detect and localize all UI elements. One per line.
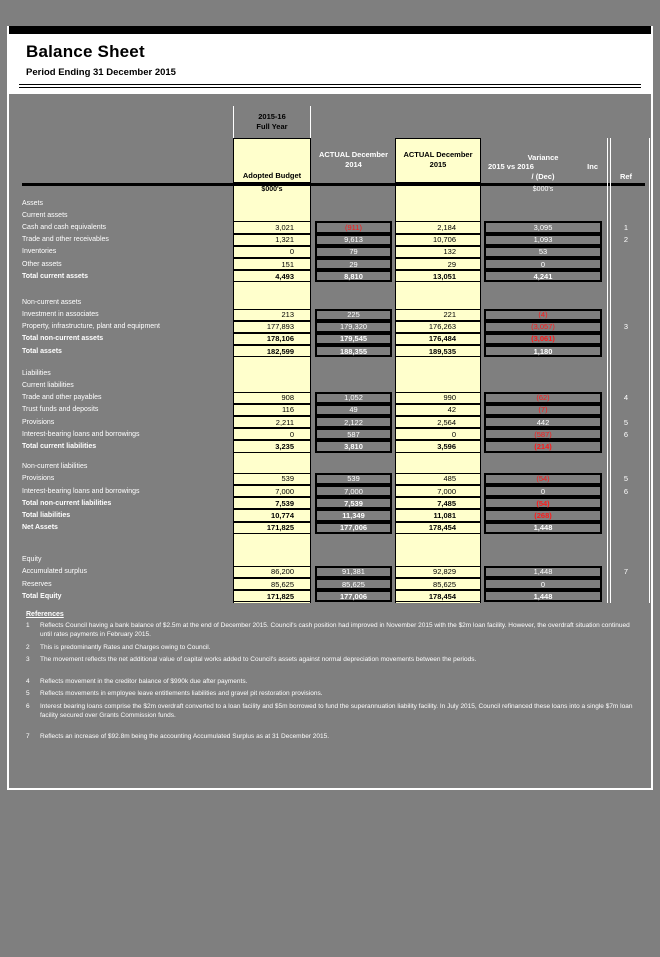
cell-adopted-budget: 0: [233, 428, 311, 440]
units-variance: $000's: [532, 186, 554, 193]
cell-variance: (3,057): [484, 321, 602, 333]
cell-adopted-budget: 171,825: [233, 590, 311, 602]
cell-actual-2014: [315, 357, 392, 367]
cell-actual-2015: 132: [395, 246, 481, 258]
cell-ref: [607, 554, 645, 566]
cell-ref: [607, 379, 645, 391]
cell-variance: (214): [484, 440, 602, 452]
table-row: [22, 209, 645, 221]
cell-actual-2015: 2,184: [395, 221, 481, 233]
reference-text: Interest bearing loans comprise the $2m overdraft converted to a loan facility and $5m borrowed to fund the superannuation liability facility. In July 2015, Council refinanced these loans into a single $7m loan facility secured over Grants Commission funds.: [40, 702, 633, 719]
cell-actual-2014: 79: [315, 246, 392, 258]
cell-actual-2014: [315, 534, 392, 554]
page-subtitle: Period Ending 31 December 2015: [26, 67, 176, 78]
cell-ref: [607, 333, 645, 345]
cell-variance: (268): [484, 509, 602, 521]
cell-adopted-budget: 7,539: [233, 497, 311, 509]
table-row: [22, 509, 645, 521]
table-row: [22, 554, 645, 566]
cell-variance: 53: [484, 246, 602, 258]
cell-actual-2015: 189,535: [395, 345, 481, 357]
cell-actual-2014: 177,006: [315, 522, 392, 534]
header-actual-2014: [315, 138, 392, 183]
cell-variance: (4): [484, 309, 602, 321]
table-row: [22, 416, 645, 428]
references-section: [26, 611, 638, 745]
units-adopted-budget: $000's: [233, 186, 311, 197]
cell-row-label: Inventories: [22, 248, 57, 256]
reference-number: 2: [26, 643, 30, 651]
table-row: [22, 392, 645, 404]
cell-row-label: [22, 282, 233, 296]
cell-variance: 1,180: [484, 345, 602, 357]
header-variance-years: 2015 vs 2016: [488, 162, 534, 172]
cell-actual-2014: 8,810: [315, 270, 392, 282]
cell-adopted-budget: 213: [233, 309, 311, 321]
cell-variance: 442: [484, 416, 602, 428]
cell-ref: 3: [623, 322, 629, 332]
table-row: [22, 258, 645, 270]
table-row: [22, 578, 645, 590]
cell-ref: 7: [623, 567, 629, 577]
cell-actual-2015: 13,051: [395, 270, 481, 282]
cell-adopted-budget: 85,625: [233, 578, 311, 590]
cell-adopted-budget: 171,825: [233, 522, 311, 534]
header-label-spacer: [22, 138, 233, 183]
units-row: [22, 186, 645, 197]
cell-actual-2015: 85,625: [395, 578, 481, 590]
cell-adopted-budget: [233, 461, 311, 473]
references-list: [26, 621, 638, 742]
cell-row-label: Liabilities: [22, 369, 51, 377]
cell-actual-2014: 587: [315, 428, 392, 440]
cell-row-label: Interest-bearing loans and borrowings: [22, 430, 140, 438]
table-row: [22, 534, 645, 554]
cell-variance: 0: [484, 578, 602, 590]
cell-variance: [484, 379, 602, 391]
references-heading: References: [26, 611, 64, 618]
cell-variance: [484, 367, 602, 379]
cell-ref: [607, 497, 645, 509]
cell-actual-2015: 7,000: [395, 485, 481, 497]
cell-row-label: Total non-current liabilities: [22, 499, 112, 507]
table-row: [22, 345, 645, 357]
cell-ref: [607, 258, 645, 270]
cell-variance: 0: [484, 258, 602, 270]
reference-item: [26, 702, 638, 721]
cell-row-label: Non-current assets: [22, 298, 82, 306]
cell-row-label: Total non-current assets: [22, 335, 104, 343]
ref-column-separator-left2: [610, 138, 611, 603]
cell-actual-2014: 29: [315, 258, 392, 270]
cell-actual-2015: 176,263: [395, 321, 481, 333]
reference-item: [26, 621, 638, 640]
cell-variance: 0: [484, 485, 602, 497]
cell-ref: 6: [623, 486, 629, 496]
table-row: [22, 221, 645, 233]
reference-number: 7: [26, 733, 30, 741]
cell-actual-2015: [395, 357, 481, 367]
cell-variance: [484, 296, 602, 308]
cell-row-label: Non-current liabilities: [22, 463, 88, 471]
table-row: [22, 367, 645, 379]
cell-variance: 1,448: [484, 566, 602, 578]
cell-actual-2014: 188,355: [315, 345, 392, 357]
cell-row-label: Trade and other receivables: [22, 236, 109, 244]
cell-actual-2015: 7,485: [395, 497, 481, 509]
cell-variance: 4,241: [484, 270, 602, 282]
reference-number: 3: [26, 656, 30, 664]
reference-text: Reflects Council having a bank balance of $2.5m at the end of December 2015. Council's cash position had improved in November 2015 with the $2m loan facility. However, the overdraft situation continued until rates payments in February 2015.: [40, 622, 630, 639]
cell-row-label: Trade and other payables: [22, 394, 102, 402]
reference-text: Reflects movements in employee leave entitlements liabilities and gravel pit restoration provisions.: [40, 690, 323, 698]
page-top-bar: [9, 26, 651, 34]
cell-row-label: Reserves: [22, 580, 52, 588]
table-row: [22, 453, 645, 461]
cell-variance: (54): [484, 497, 602, 509]
cell-adopted-budget: [233, 197, 311, 209]
cell-ref: 5: [623, 474, 629, 484]
cell-actual-2014: 3,810: [315, 440, 392, 452]
table-row: [22, 333, 645, 345]
balance-sheet-table: [22, 197, 645, 602]
table-row: [22, 197, 645, 209]
cell-actual-2015: [395, 534, 481, 554]
page-title: Balance Sheet: [26, 42, 145, 61]
cell-adopted-budget: [233, 379, 311, 391]
reference-text: Reflects movement in the creditor balance of $990k due after payments.: [40, 677, 248, 685]
cell-adopted-budget: [233, 357, 311, 367]
cell-variance: [484, 453, 602, 461]
cell-row-label: Total Equity: [22, 592, 62, 600]
table-row: [22, 234, 645, 246]
cell-actual-2014: [315, 197, 392, 209]
cell-variance: [484, 282, 602, 296]
cell-actual-2015: 2,564: [395, 416, 481, 428]
cell-adopted-budget: 151: [233, 258, 311, 270]
cell-row-label: [22, 453, 233, 461]
cell-ref: [607, 534, 645, 554]
cell-actual-2014: 225: [315, 309, 392, 321]
cell-actual-2015: [395, 453, 481, 461]
cell-row-label: Total current liabilities: [22, 442, 97, 450]
cell-actual-2014: 91,381: [315, 566, 392, 578]
cell-variance: [484, 554, 602, 566]
cell-ref: 5: [623, 417, 629, 427]
cell-ref: [607, 209, 645, 221]
cell-row-label: Provisions: [22, 475, 55, 483]
cell-adopted-budget: 116: [233, 404, 311, 416]
cell-actual-2015: 176,484: [395, 333, 481, 345]
cell-adopted-budget: [233, 296, 311, 308]
cell-actual-2015: 10,706: [395, 234, 481, 246]
cell-adopted-budget: [233, 534, 311, 554]
header-variance-line2: [484, 162, 602, 171]
cell-actual-2015: 178,454: [395, 590, 481, 602]
reference-item: [26, 732, 638, 741]
table-row: [22, 590, 645, 602]
cell-actual-2014: [315, 296, 392, 308]
cell-actual-2015: 11,081: [395, 509, 481, 521]
cell-actual-2015: 178,454: [395, 522, 481, 534]
cell-variance: (587): [484, 428, 602, 440]
cell-adopted-budget: 539: [233, 473, 311, 485]
cell-actual-2014: 85,625: [315, 578, 392, 590]
cell-actual-2014: 1,052: [315, 392, 392, 404]
cell-actual-2014: [315, 453, 392, 461]
reference-text: This is predominantly Rates and Charges owing to Council.: [40, 643, 211, 651]
cell-variance: 3,095: [484, 221, 602, 233]
cell-adopted-budget: [233, 367, 311, 379]
cell-actual-2015: [395, 197, 481, 209]
cell-actual-2015: [395, 282, 481, 296]
cell-adopted-budget: 908: [233, 392, 311, 404]
table-row: [22, 404, 645, 416]
reference-item: [26, 677, 638, 686]
reference-number: 5: [26, 690, 30, 698]
cell-row-label: Current liabilities: [22, 382, 74, 390]
reference-number: 6: [26, 702, 30, 710]
reference-item: [26, 643, 638, 652]
cell-adopted-budget: [233, 554, 311, 566]
reference-item: [26, 689, 638, 698]
table-row: [22, 296, 645, 308]
cell-variance: [484, 534, 602, 554]
cell-ref: [607, 404, 645, 416]
report-page: [7, 26, 653, 790]
ref-column-separator-left: [607, 138, 608, 603]
ref-column-separator-right: [649, 138, 650, 603]
cell-row-label: Total liabilities: [22, 511, 71, 519]
table-row: [22, 357, 645, 367]
cell-variance: 1,093: [484, 234, 602, 246]
cell-adopted-budget: 7,000: [233, 485, 311, 497]
cell-actual-2014: 49: [315, 404, 392, 416]
cell-adopted-budget: 0: [233, 246, 311, 258]
cell-actual-2014: 179,320: [315, 321, 392, 333]
cell-adopted-budget: [233, 209, 311, 221]
cell-ref: [607, 282, 645, 296]
cell-row-label: Cash and cash equivalents: [22, 223, 107, 231]
cell-ref: 6: [623, 429, 629, 439]
cell-ref: [607, 578, 645, 590]
cell-variance: [484, 197, 602, 209]
cell-row-label: Accumulated surplus: [22, 568, 87, 576]
cell-row-label: Interest-bearing loans and borrowings: [22, 487, 140, 495]
cell-row-label: Property, infrastructure, plant and equipment: [22, 323, 161, 331]
full-year-header-cell: [233, 106, 311, 138]
cell-actual-2014: 2,122: [315, 416, 392, 428]
cell-ref: [607, 590, 645, 602]
cell-actual-2014: (911): [315, 221, 392, 233]
cell-actual-2015: 92,829: [395, 566, 481, 578]
cell-actual-2014: [315, 461, 392, 473]
cell-actual-2015: [395, 554, 481, 566]
table-row: [22, 440, 645, 452]
reference-number: 4: [26, 677, 30, 685]
cell-actual-2014: [315, 209, 392, 221]
table-header-row: [22, 138, 645, 183]
cell-row-label: Other assets: [22, 260, 62, 268]
cell-actual-2014: 11,349: [315, 509, 392, 521]
cell-actual-2015: 3,596: [395, 440, 481, 452]
cell-row-label: Equity: [22, 556, 42, 564]
table-row: [22, 566, 645, 578]
cell-actual-2015: 221: [395, 309, 481, 321]
cell-adopted-budget: [233, 453, 311, 461]
header-actual-2015: [395, 138, 481, 183]
header-variance-inc: Inc: [587, 162, 598, 172]
cell-ref: [607, 453, 645, 461]
header-actual-2014-line2: 2014: [345, 159, 362, 169]
cell-adopted-budget: 10,774: [233, 509, 311, 521]
cell-actual-2014: 177,006: [315, 590, 392, 602]
cell-row-label: Trust funds and deposits: [22, 406, 99, 414]
cell-actual-2014: 7,539: [315, 497, 392, 509]
full-year-line2: Full Year: [256, 122, 288, 131]
cell-adopted-budget: 86,200: [233, 566, 311, 578]
cell-row-label: Investment in associates: [22, 311, 99, 319]
title-divider: [19, 84, 641, 88]
cell-actual-2015: 42: [395, 404, 481, 416]
cell-actual-2015: 29: [395, 258, 481, 270]
header-variance-dec: / (Dec): [531, 171, 555, 181]
cell-adopted-budget: 3,021: [233, 221, 311, 233]
cell-ref: [607, 197, 645, 209]
table-row: [22, 473, 645, 485]
cell-actual-2015: [395, 209, 481, 221]
table-row: [22, 321, 645, 333]
header-actual-2015-line2: 2015: [429, 159, 447, 169]
cell-adopted-budget: 2,211: [233, 416, 311, 428]
cell-adopted-budget: 3,235: [233, 440, 311, 452]
header-ref-label: Ref: [619, 171, 633, 181]
cell-variance: 1,448: [484, 522, 602, 534]
cell-ref: [607, 461, 645, 473]
cell-actual-2014: 539: [315, 473, 392, 485]
cell-actual-2015: [395, 461, 481, 473]
cell-variance: (7): [484, 404, 602, 416]
reference-item: [26, 655, 638, 664]
cell-variance: (54): [484, 473, 602, 485]
reference-number: 1: [26, 622, 30, 629]
table-row: [22, 246, 645, 258]
cell-actual-2015: 0: [395, 428, 481, 440]
cell-ref: [607, 522, 645, 534]
cell-actual-2014: [315, 554, 392, 566]
cell-actual-2014: [315, 379, 392, 391]
cell-actual-2014: 179,545: [315, 333, 392, 345]
cell-ref: 4: [623, 393, 629, 403]
cell-ref: [607, 357, 645, 367]
cell-row-label: Provisions: [22, 418, 55, 426]
cell-row-label: Assets: [22, 199, 44, 207]
table-row: [22, 522, 645, 534]
cell-ref: [607, 296, 645, 308]
table-row: [22, 461, 645, 473]
cell-actual-2014: 9,613: [315, 234, 392, 246]
cell-actual-2014: [315, 282, 392, 296]
cell-row-label: Net Assets: [22, 524, 58, 532]
cell-actual-2014: 7,000: [315, 485, 392, 497]
cell-row-label: [22, 357, 233, 367]
table-row: [22, 428, 645, 440]
table-row: [22, 379, 645, 391]
table-row: [22, 270, 645, 282]
cell-row-label: Total assets: [22, 347, 62, 355]
reference-text: Reflects an increase of $92.8m being the accounting Accumulated Surplus as at 31 December 2015.: [40, 733, 330, 741]
table-row: [22, 309, 645, 321]
header-variance-line1: Variance: [527, 152, 559, 162]
cell-adopted-budget: 182,599: [233, 345, 311, 357]
cell-variance: 1,448: [484, 590, 602, 602]
cell-actual-2015: [395, 379, 481, 391]
cell-actual-2014: [315, 367, 392, 379]
reference-text: The movement reflects the net additional value of capital works added to Council's assets against normal depreciation movements between the periods.: [40, 656, 477, 664]
title-band: [9, 34, 651, 94]
header-actual-2015-line1: ACTUAL December: [403, 150, 473, 160]
cell-ref: [607, 345, 645, 357]
header-ref: [607, 138, 645, 183]
cell-ref: [607, 309, 645, 321]
cell-actual-2015: [395, 296, 481, 308]
header-adopted-budget: [233, 138, 311, 183]
cell-ref: [607, 246, 645, 258]
table-row: [22, 282, 645, 296]
header-adopted-budget-label: Adopted Budget: [242, 170, 302, 180]
cell-actual-2015: 485: [395, 473, 481, 485]
cell-adopted-budget: 1,321: [233, 234, 311, 246]
cell-ref: [607, 270, 645, 282]
cell-variance: [484, 357, 602, 367]
cell-ref: 1: [623, 222, 629, 232]
cell-adopted-budget: 177,893: [233, 321, 311, 333]
table-row: [22, 485, 645, 497]
cell-row-label: Current assets: [22, 211, 68, 219]
cell-variance: [484, 461, 602, 473]
cell-ref: [607, 509, 645, 521]
cell-row-label: [22, 534, 233, 554]
cell-row-label: Total current assets: [22, 272, 89, 280]
header-variance: [484, 138, 602, 183]
cell-adopted-budget: 178,106: [233, 333, 311, 345]
cell-variance: [484, 209, 602, 221]
cell-adopted-budget: 4,493: [233, 270, 311, 282]
cell-actual-2015: 990: [395, 392, 481, 404]
cell-variance: (62): [484, 392, 602, 404]
table-row: [22, 497, 645, 509]
cell-adopted-budget: [233, 282, 311, 296]
cell-ref: 2: [623, 235, 629, 245]
cell-actual-2015: [395, 367, 481, 379]
cell-variance: (3,061): [484, 333, 602, 345]
cell-ref: [607, 367, 645, 379]
full-year-line1: 2015-16: [258, 111, 286, 121]
header-actual-2014-line1: ACTUAL December: [318, 150, 389, 160]
cell-ref: [607, 440, 645, 452]
